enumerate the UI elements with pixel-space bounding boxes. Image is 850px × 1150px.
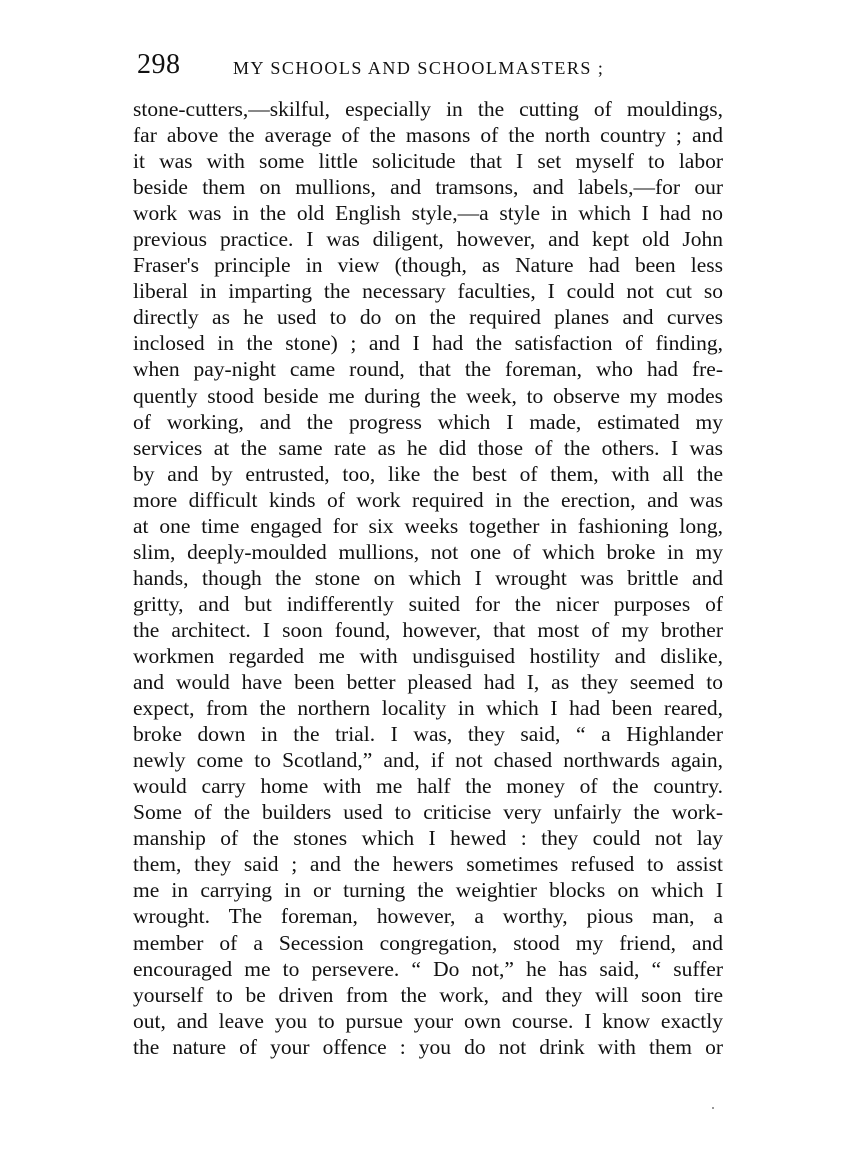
text-line: liberal in imparting the necessary faculties, I could not cut so: [133, 279, 723, 304]
text-line: yourself to be driven from the work, and they will soon tire: [133, 982, 723, 1007]
body-text: [133, 96, 723, 1060]
text-line: broke down in the trial. I was, they said, “ a Highlander: [133, 722, 723, 747]
text-line: services at the same rate as he did those of the others. I was: [133, 435, 723, 460]
running-head: [133, 48, 733, 88]
text-line: them, they said ; and the hewers sometimes refused to assist: [133, 852, 723, 877]
text-line: and would have been better pleased had I, as they seemed to: [133, 670, 723, 695]
text-line: newly come to Scotland,” and, if not chased northwards again,: [133, 748, 723, 773]
page-number: 298: [137, 49, 181, 80]
text-line: wrought. The foreman, however, a worthy, pious man, a: [133, 904, 723, 929]
text-line: previous practice. I was diligent, however, and kept old John: [133, 227, 723, 252]
text-line: Some of the builders used to criticise very unfairly the work-: [133, 800, 723, 825]
running-title: MY SCHOOLS AND SCHOOLMASTERS ;: [233, 58, 605, 78]
text-line: by and by entrusted, too, like the best of them, with all the: [133, 461, 723, 486]
text-line: out, and leave you to pursue your own course. I know exactly: [133, 1008, 723, 1033]
text-line: would carry home with me half the money of the country.: [133, 774, 723, 799]
text-line: workmen regarded me with undisguised hostility and dislike,: [133, 643, 723, 668]
text-line: work was in the old English style,—a style in which I had no: [133, 201, 723, 226]
text-line: hands, though the stone on which I wrought was brittle and: [133, 565, 723, 590]
text-line: the architect. I soon found, however, that most of my brother: [133, 617, 723, 642]
text-line: member of a Secession congregation, stood my friend, and: [133, 930, 723, 955]
text-line: quently stood beside me during the week, to observe my modes: [133, 383, 723, 408]
text-line: far above the average of the masons of the north country ; and: [133, 123, 723, 148]
text-line: gritty, and but indifferently suited for the nicer purposes of: [133, 591, 723, 616]
text-line: expect, from the northern locality in which I had been reared,: [133, 696, 723, 721]
text-line: inclosed in the stone) ; and I had the satisfaction of finding,: [133, 331, 723, 356]
text-line: slim, deeply-moulded mullions, not one of which broke in my: [133, 539, 723, 564]
text-line: of working, and the progress which I made, estimated my: [133, 409, 723, 434]
text-line: beside them on mullions, and tramsons, and labels,—for our: [133, 175, 723, 200]
text-line: directly as he used to do on the required planes and curves: [133, 305, 723, 330]
print-speck: [712, 1107, 714, 1109]
text-line: Fraser's principle in view (though, as Nature had been less: [133, 253, 723, 278]
text-line: at one time engaged for six weeks together in fashioning long,: [133, 513, 723, 538]
text-line: stone-cutters,—skilful, especially in the cutting of mouldings,: [133, 97, 723, 121]
text-line: me in carrying in or turning the weightier blocks on which I: [133, 878, 723, 903]
text-line: encouraged me to persevere. “ Do not,” he has said, “ suffer: [133, 956, 723, 981]
text-line: more difficult kinds of work required in the erection, and was: [133, 487, 723, 512]
text-line: when pay-night came round, that the foreman, who had fre-: [133, 357, 723, 382]
text-line: it was with some little solicitude that I set myself to labor: [133, 149, 723, 174]
text-line: the nature of your offence : you do not drink with them or: [133, 1034, 723, 1059]
text-line: manship of the stones which I hewed : they could not lay: [133, 826, 723, 851]
